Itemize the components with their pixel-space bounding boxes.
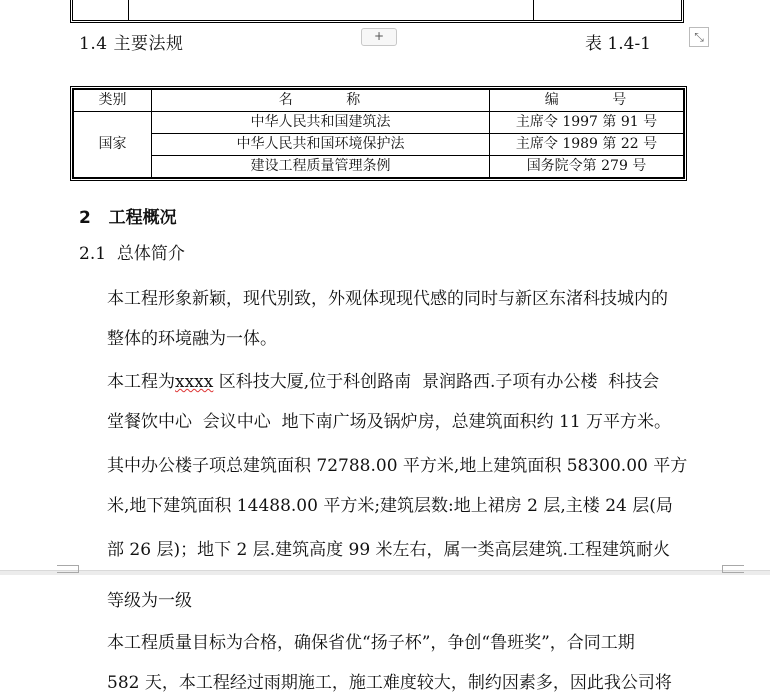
- body-text: 本工程为: [107, 372, 175, 392]
- category-cell: 国家: [74, 112, 152, 178]
- section-2-1-heading: 2.1 总体简介: [79, 244, 185, 264]
- margin-corner-mark: [57, 565, 79, 573]
- page-gap: [0, 571, 770, 575]
- header-name: 名 称: [152, 90, 490, 112]
- margin-corner-mark: [722, 565, 744, 573]
- body-line: 部 26 层)；地下 2 层.建筑高度 99 米左右，属一类高层建筑.工程建筑耐火: [107, 540, 670, 560]
- section-2-heading: 2 工程概况: [79, 208, 177, 228]
- section-1-4-heading: 1.4 主要法规: [79, 34, 184, 54]
- regulation-name: 中华人民共和国环境保护法: [152, 134, 490, 156]
- header-code: 编 号: [490, 90, 684, 112]
- body-line: 等级为一级: [107, 591, 192, 611]
- body-line: 本工程质量目标为合格，确保省优“扬子杯”，争创“鲁班奖”，合同工期: [107, 633, 635, 653]
- table-divider: [128, 0, 129, 20]
- regulation-name: 中华人民共和国建筑法: [152, 112, 490, 134]
- table-header-row: [74, 90, 684, 112]
- add-row-button[interactable]: +: [361, 28, 397, 46]
- body-line: 整体的环境融为一体。: [107, 329, 277, 349]
- table-row: [74, 156, 684, 178]
- table-row: [74, 112, 684, 134]
- header-category: 类别: [74, 90, 152, 112]
- table-row: [74, 134, 684, 156]
- body-line: 米,地下建筑面积 14488.00 平方米;建筑层数:地上裙房 2 层,主楼 24 层(局: [107, 496, 673, 516]
- body-line: 本工程形象新颖，现代别致，外观体现现代感的同时与新区东渚科技城内的: [107, 289, 668, 309]
- resize-icon[interactable]: ⤡: [689, 27, 709, 47]
- regulation-code: 主席令 1989 第 22 号: [490, 134, 684, 156]
- table-caption: 表 1.4-1: [585, 34, 651, 54]
- body-line: 堂餐饮中心 会议中心 地下南广场及锅炉房，总建筑面积约 11 万平方米。: [107, 412, 672, 432]
- spellcheck-flagged-word[interactable]: xxxx: [175, 372, 214, 392]
- body-text: 区科技大厦,位于科创路南 景润路西.子项有办公楼 科技会: [218, 372, 660, 392]
- regulation-name: 建设工程质量管理条例: [152, 156, 490, 178]
- regulation-code: 国务院令第 279 号: [490, 156, 684, 178]
- regulation-code: 主席令 1997 第 91 号: [490, 112, 684, 134]
- body-line: [107, 367, 659, 392]
- previous-table-fragment: [70, 0, 684, 23]
- body-line: 582 天，本工程经过雨期施工，施工难度较大，制约因素多，因此我公司将: [107, 673, 672, 693]
- body-line: 其中办公楼子项总建筑面积 72788.00 平方米,地上建筑面积 58300.00 平方: [107, 456, 688, 476]
- regulations-table: [70, 86, 687, 181]
- table-divider: [533, 0, 534, 20]
